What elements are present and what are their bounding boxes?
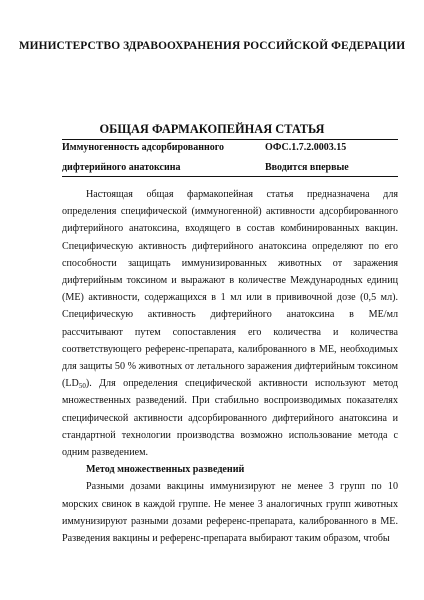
bottom-divider: [62, 176, 398, 177]
article-code: ОФС.1.7.2.0003.15: [265, 142, 347, 153]
article-name-line2: дифтерийного анатоксина: [62, 162, 181, 173]
article-body: [62, 186, 398, 547]
article-name-block: [62, 141, 224, 175]
ministry-header: МИНИСТЕРСТВО ЗДРАВООХРАНЕНИЯ РОССИЙСКОЙ ФЕДЕРАЦИИ: [18, 40, 406, 52]
article-type-title: ОБЩАЯ ФАРМАКОПЕЙНАЯ СТАТЬЯ: [99, 122, 325, 136]
article-code-block: [265, 141, 349, 175]
article-status: Вводится впервые: [265, 162, 349, 173]
article-name-line1: Иммуногенность адсорбированного: [62, 142, 225, 153]
intro-paragraph-part1: Настоящая общая фармакопейная статья предназначена для определения специфической (иммуногенной) активности адсорбированного дифтерийного анатоксина, входящего в состав комбинированных вакцин. Специфическую активность дифтерийного анатоксина определяют по его способности защищать иммунизированных животных от заражения дифтерийным токсином и выражают в количестве Международных единиц (МЕ) активности, содержащихся в 1 мл или в прививочной дозе (0,5 мл). Специфическую активность дифтерийного анатоксина в МЕ/мл рассчитывают путем сопоставления его количества и количества соответствующего референс-препарата, калиброванного в МЕ, необходимых для защиты 50 % животных от летального заражения дифтерийным токсином (LD: [62, 189, 398, 390]
intro-paragraph: [62, 186, 398, 461]
intro-paragraph-part2: ). Для определения специфической активности используют метод множественных разведений. При стабильно воспроизводимых показателях специфической активности адсорбированного дифтерийного анатоксина и стандартной технологии производства возможно использование метода с одним разведением.: [62, 378, 398, 459]
section-heading: Метод множественных разведений: [86, 464, 245, 476]
method-paragraph: Разными дозами вакцины иммунизируют не менее 3 групп по 10 морских свинок в каждой группе. Не менее 3 аналогичных групп животных иммунизируют разными дозами референс-препарата, калиброванного в МЕ. Разведения вакцины и референс-препарата выбирают таким образом, чтобы: [62, 481, 398, 545]
top-divider: [62, 139, 398, 140]
ld-subscript: 50: [78, 382, 86, 391]
